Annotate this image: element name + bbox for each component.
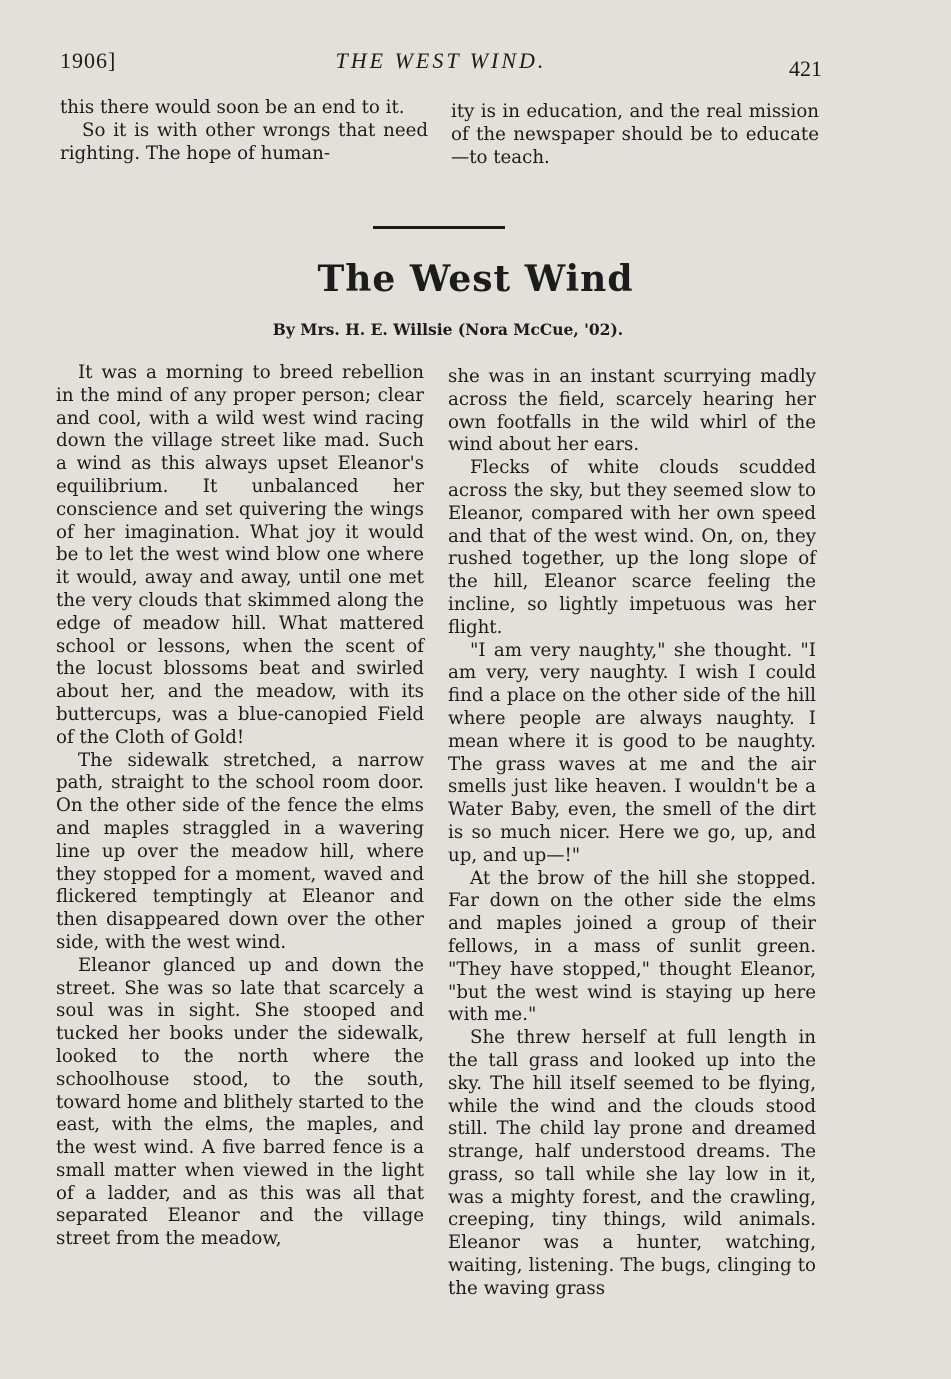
- article-title: The West Wind: [317, 258, 634, 300]
- section-divider-rule: [373, 226, 505, 229]
- preceding-article-left-column: [60, 97, 428, 165]
- paragraph: she was in an instant scurrying madly across the field, scarcely hearing her own footfalls in the wild whirl of the wind about her ears.: [448, 366, 816, 456]
- paragraph: So it is with other wrongs that need righting. The hope of human-: [60, 119, 428, 164]
- article-byline: [0, 320, 884, 339]
- paragraph: "I am very naughty," she thought. "I am very, very naughty. I wish I could find a place on the other side of the hill where people are always naughty. I mean where it is good to be naughty. The grass waves at me and the air smells just like heaven. I wouldn't be a Water Baby, even, the smell of the dirt is so much nicer. Here we go, up, and up, and up—!": [448, 639, 816, 866]
- paragraph: Eleanor glanced up and down the street. She was so late that scarcely a soul was in sight. She stooped and tucked her books under the sidewalk, looked to the north where the schoolhouse stood, to the south, toward home and blithely started to the east, with the elms, the maples, and the west wind. A five barred fence is a small matter when viewed in the light of a ladder, and as this was all that separated Eleanor and the village street from the meadow,: [56, 954, 424, 1250]
- article-right-column: [448, 366, 816, 1301]
- paragraph: It was a morning to breed rebellion in the mind of any proper person; clear and cool, with a wild west wind racing down the village street like mad. Such a wind as this always upset Eleanor's equilibrium. It unbalanced her conscience and set quivering the wings of her imagination. What joy it would be to let the west wind blow one where it would, away and away, until one met the very clouds that skimmed along the edge of meadow hill. What mattered school or lessons, when the scent of the locust blossoms beat and swirled about her, and the meadow, with its buttercups, was a blue-canopied Field of the Cloth of Gold!: [56, 362, 424, 748]
- byline-text: By Mrs. H. E. Willsie (Nora McCue, '02).: [272, 320, 624, 339]
- running-head: [60, 48, 822, 81]
- paragraph: She threw herself at full length in the tall grass and looked up into the sky. The hill itself seemed to be flying, while the wind and the clouds stood still. The child lay prone and dreamed strange, half understood dreams. The grass, so tall while she lay low in it, was a mighty forest, and the crawling, creeping, tiny things, wild animals. Eleanor was a hunter, watching, waiting, listening. The bugs, clinging to the waving grass: [448, 1027, 816, 1299]
- running-head-title: THE WEST WIND.: [335, 48, 547, 73]
- paragraph: this there would soon be an end to it.: [60, 97, 405, 118]
- preceding-article-right-column: [451, 101, 819, 169]
- article-left-column: [56, 362, 424, 1251]
- paragraph: ity is in education, and the real mission of the newspaper should be to educate—to teach.: [451, 101, 819, 168]
- running-head-year: 1906]: [60, 48, 117, 73]
- page-number: 421: [789, 56, 822, 81]
- paragraph: The sidewalk stretched, a narrow path, straight to the school room door. On the other side of the fence the elms and maples straggled in a wavering line up over the meadow hill, where they stopped for a moment, waved and flickered temptingly at Eleanor and then disappeared down over the other side, with the west wind.: [56, 749, 424, 953]
- paragraph: At the brow of the hill she stopped. Far down on the other side the elms and maples joined a group of their fellows, in a mass of sunlit green. "They have stopped," thought Eleanor, "but the west wind is staying up here with me.": [448, 867, 816, 1026]
- paragraph: Flecks of white clouds scudded across the sky, but they seemed slow to Eleanor, compared with her own speed and that of the west wind. On, on, they rushed together, up the long slope of the hill, Eleanor scarce feeling the incline, so lightly impetuous was her flight.: [448, 457, 816, 638]
